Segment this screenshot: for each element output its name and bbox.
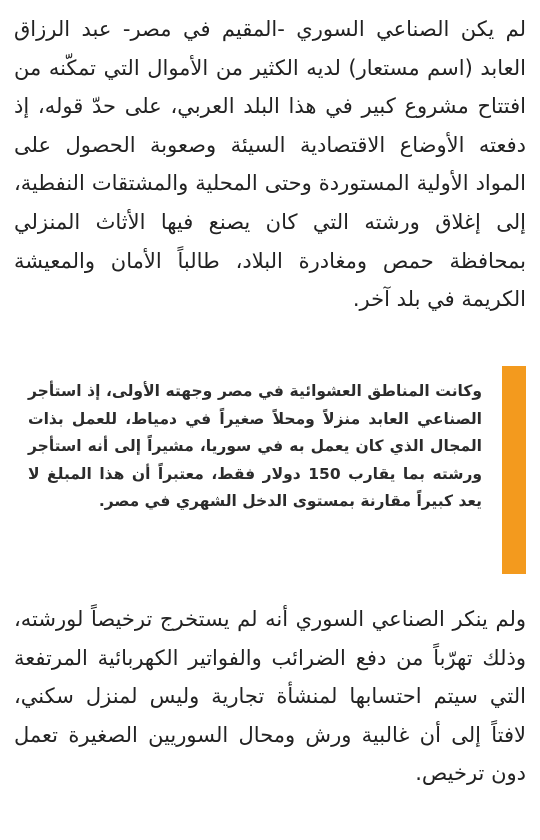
- article-paragraph: ولم ينكر الصناعي السوري أنه لم يستخرج ترخيصاً لورشته، وذلك تهرّباً من دفع الضرائب والفواتير الكهربائية المرتفعة التي سيتم احتسابها لمنشأة تجارية وليس لمنزل سكني، لافتاً إلى أن غالبية ورش ومحال السوريين الصغيرة تعمل دون ترخيص.: [14, 607, 526, 786]
- pull-quote-text: وكانت المناطق العشوائية في مصر وجهته الأولى، إذ استأجر الصناعي العابد منزلاً ومحلاً صغيراً في دمياط، للعمل بذات المجال الذي كان يعمل به في سوريا، مشيراً إلى أنه استأجر ورشته بما يقارب 150 دولار فقط، معتبراً أن هذا المبلغ لا يعد كبيراً مقارنة بمستوى الدخل الشهري في مصر.: [28, 382, 482, 510]
- pull-quote: [14, 366, 526, 574]
- quote-accent-bar: [502, 366, 526, 574]
- article-paragraph: لم يكن الصناعي السوري -المقيم في مصر- عبد الرزاق العابد (اسم مستعار) لديه الكثير من الأموال التي تمكّنه من افتتاح مشروع كبير في هذا البلد العربي، على حدّ قوله، إذ دفعته الأوضاع الاقتصادية السيئة وصعوبة الحصول على المواد الأولية المستوردة وحتى المحلية والمشتقات النفطية، إلى إغلاق ورشته التي كان يصنع فيها الأثاث المنزلي بمحافظة حمص ومغادرة البلاد، طالباً الأمان والمعيشة الكريمة في بلد آخر.: [14, 17, 526, 312]
